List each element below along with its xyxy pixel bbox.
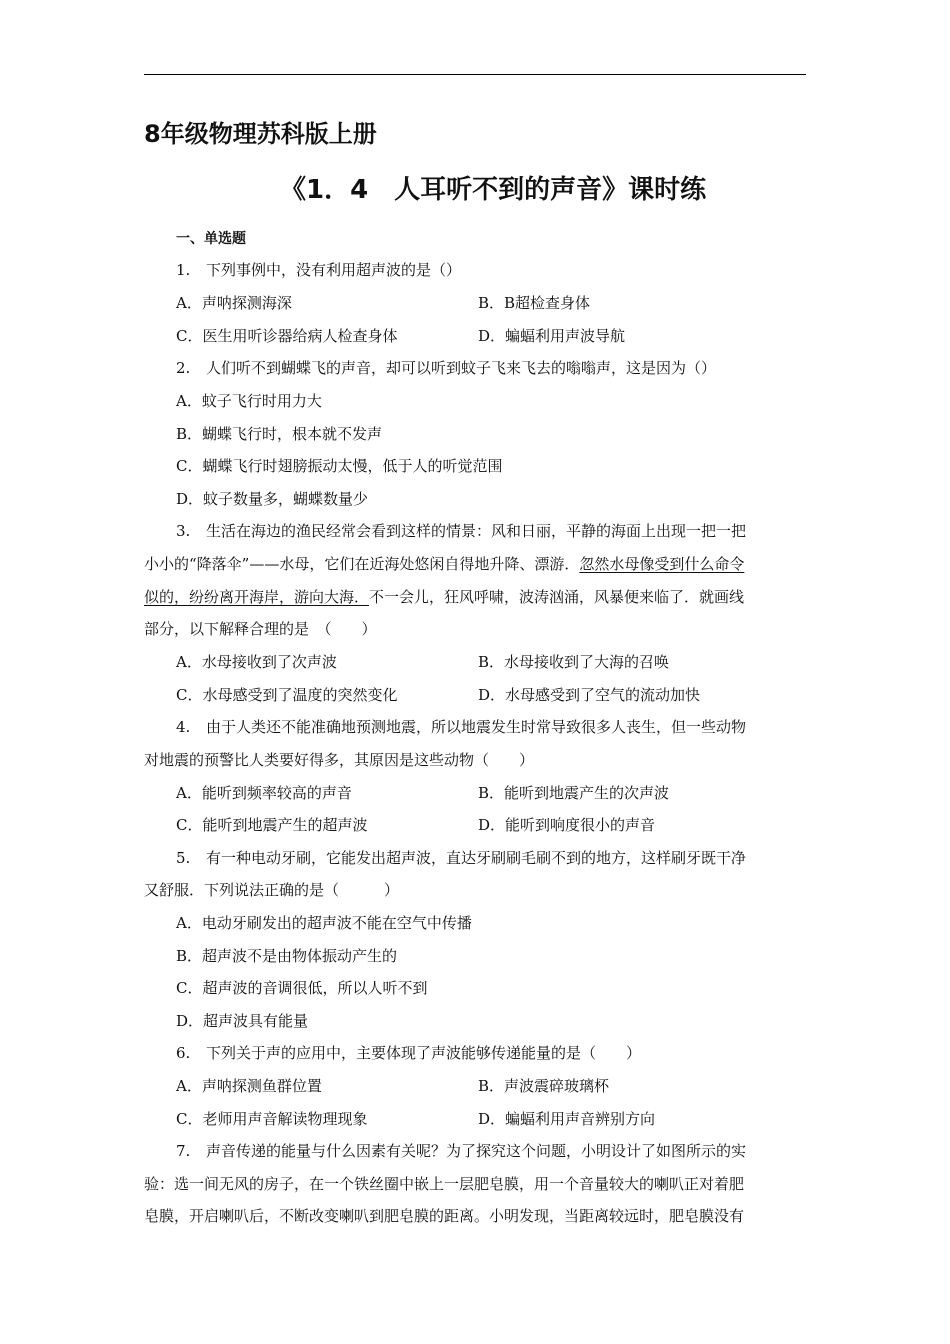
question-5 xyxy=(176,847,746,869)
option-b: B．超声波不是由物体振动产生的 xyxy=(176,947,398,965)
option-a: A．蚊子飞行时用力大 xyxy=(176,392,322,410)
option-d: D．蝙蝠利用声音辨别方向 xyxy=(478,1110,656,1128)
option-c: C．能听到地震产生的超声波 xyxy=(176,816,368,834)
question-text: 小小的“降落伞”——水母，它们在近海处悠闲自得地升降、漂游． xyxy=(144,555,580,573)
option-b: B．蝴蝶飞行时，根本就不发声 xyxy=(176,425,383,443)
question-6 xyxy=(176,1042,641,1064)
question-text: 人们听不到蝴蝶飞的声音，却可以听到蚊子飞来飞去的嗡嗡声，这是因为（） xyxy=(206,359,717,377)
question-text-line: 对地震的预警比人类要好得多，其原因是这些动物（ ） xyxy=(144,751,535,769)
question-number: 4. xyxy=(176,718,191,736)
question-number: 6. xyxy=(176,1044,191,1062)
question-text: 由于人类还不能准确地预测地震，所以地震发生时常导致很多人丧生，但一些动物 xyxy=(206,718,747,736)
underlined-text: 忽然水母像受到什么命令 xyxy=(579,555,745,573)
option-d: D．超声波具有能量 xyxy=(176,1012,309,1030)
option-d: D．能听到响度很小的声音 xyxy=(478,816,656,834)
option-a: A．能听到频率较高的声音 xyxy=(176,784,352,802)
question-text: 生活在海边的渔民经常会看到这样的情景：风和日丽，平静的海面上出现一把一把 xyxy=(206,522,747,540)
question-text-line xyxy=(144,553,744,575)
question-text: 下列事例中，没有利用超声波的是（） xyxy=(206,261,462,279)
option-d: D．蝙蝠利用声波导航 xyxy=(478,327,626,345)
underlined-text: 似的，纷纷离开海岸，游向大海． xyxy=(144,588,370,606)
option-a: A．声呐探测鱼群位置 xyxy=(176,1077,322,1095)
document-title: 8年级物理苏科版上册 xyxy=(144,120,377,148)
option-b: B．声波震碎玻璃杯 xyxy=(478,1077,610,1095)
question-text-line: 验：选一间无风的房子，在一个铁丝圈中嵌上一层肥皂膜，用一个音量较大的喇叭正对着肥 xyxy=(144,1175,745,1193)
question-number: 5. xyxy=(176,849,191,867)
option-a: A．电动牙刷发出的超声波不能在空气中传播 xyxy=(176,914,472,932)
question-text: 不一会儿，狂风呼啸，波涛汹涌，风暴便来临了．就画线 xyxy=(369,588,745,606)
option-c: C．水母感受到了温度的突然变化 xyxy=(176,686,398,704)
option-a: A．水母接收到了次声波 xyxy=(176,653,337,671)
option-c: C．超声波的音调很低，所以人听不到 xyxy=(176,979,428,997)
question-text: 下列关于声的应用中，主要体现了声波能够传递能量的是（ ） xyxy=(206,1044,642,1062)
question-3 xyxy=(176,520,746,542)
question-number: 7. xyxy=(176,1142,191,1160)
option-b: B．能听到地震产生的次声波 xyxy=(478,784,670,802)
question-text-line: 皂膜，开启喇叭后，不断改变喇叭到肥皂膜的距离。小明发现，当距离较远时，肥皂膜没有 xyxy=(144,1207,745,1225)
question-number: 1. xyxy=(176,261,191,279)
option-a: A．声呐探测海深 xyxy=(176,294,292,312)
option-c: C．蝴蝶飞行时翅膀振动太慢，低于人的听觉范围 xyxy=(176,457,503,475)
question-4 xyxy=(176,716,746,738)
header-rule xyxy=(144,74,806,75)
option-b: B．B超检查身体 xyxy=(478,294,591,312)
question-2 xyxy=(176,357,716,379)
question-number: 2. xyxy=(176,359,191,377)
option-c: C．医生用听诊器给病人检查身体 xyxy=(176,327,398,345)
question-number: 3. xyxy=(176,522,191,540)
section-heading: 一、单选题 xyxy=(176,231,246,247)
option-c: C．老师用声音解读物理现象 xyxy=(176,1110,368,1128)
option-d: D．水母感受到了空气的流动加快 xyxy=(478,686,701,704)
question-text-line: 又舒服．下列说法正确的是（ ） xyxy=(144,881,400,899)
question-text-line: 部分，以下解释合理的是 （ ） xyxy=(144,620,377,638)
question-7 xyxy=(176,1140,746,1162)
question-text: 声音传递的能量与什么因素有关呢？为了探究这个问题，小明设计了如图所示的实 xyxy=(206,1142,747,1160)
option-b: B．水母接收到了大海的召唤 xyxy=(478,653,670,671)
question-text-line xyxy=(144,586,744,608)
question-1 xyxy=(176,259,461,281)
lesson-title: 《1．4 人耳听不到的声音》课时练 xyxy=(280,175,707,205)
question-text: 有一种电动牙刷，它能发出超声波，直达牙刷刷毛刷不到的地方，这样刷牙既干净 xyxy=(206,849,747,867)
option-d: D．蚊子数量多，蝴蝶数量少 xyxy=(176,490,369,508)
